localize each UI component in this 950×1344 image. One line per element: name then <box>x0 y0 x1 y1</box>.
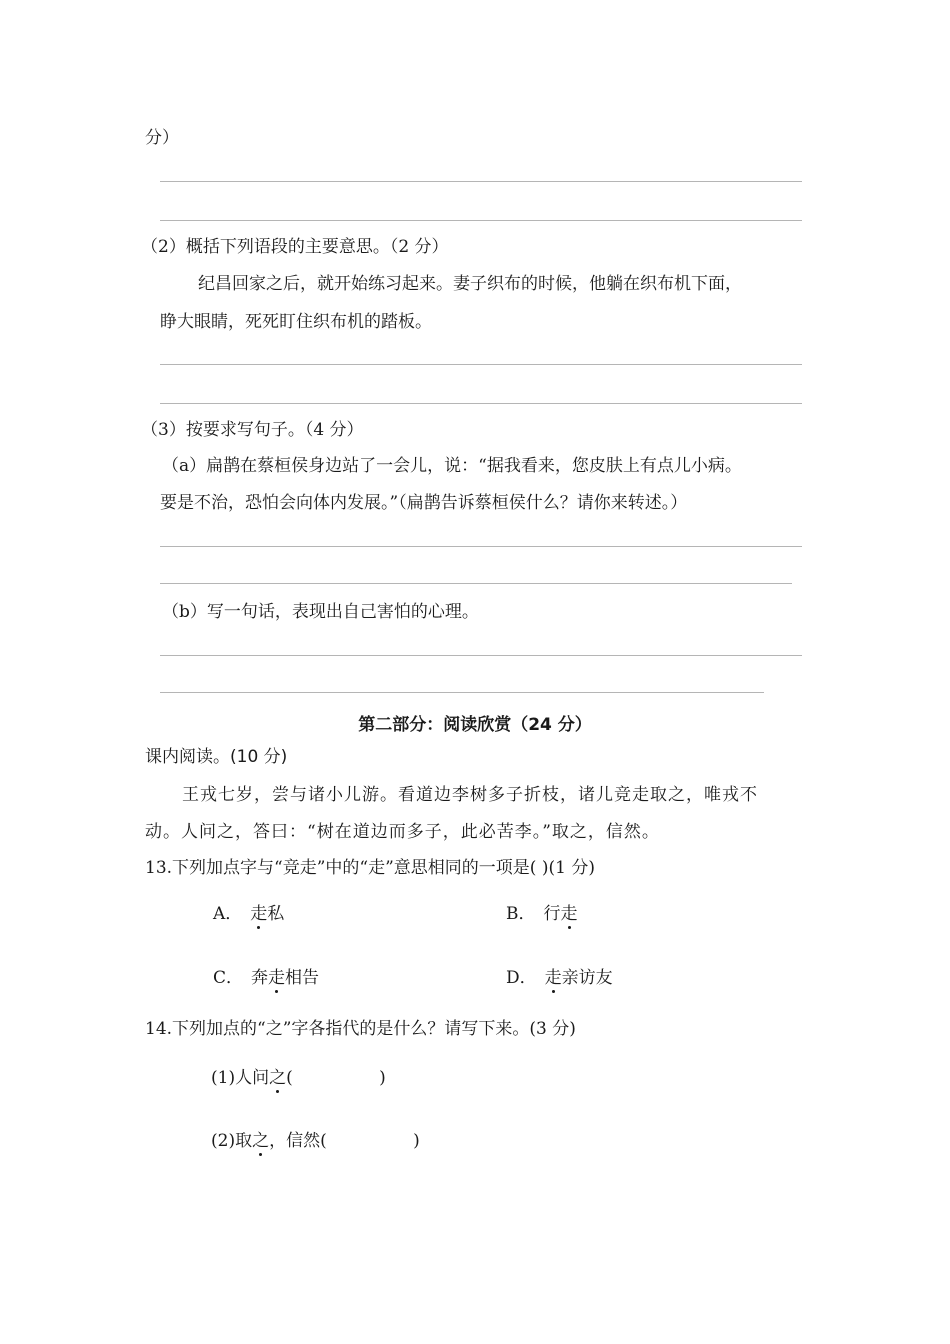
reading-label: 课内阅读。(10 分) <box>145 747 288 767</box>
emphasis-dot-char: 走 <box>560 904 578 924</box>
q3-prompt: （3）按要求写句子。（4 分） <box>141 420 364 440</box>
answer-line[interactable] <box>160 403 802 404</box>
answer-line[interactable] <box>160 220 802 221</box>
q13-option-b: B． 行走 <box>506 904 578 924</box>
q2-passage-line: 睁大眼睛，死死盯住织布机的踏板。 <box>160 312 432 332</box>
answer-line[interactable] <box>160 583 792 584</box>
q3a-line: 要是不治，恐怕会向体内发展。”（扁鹊告诉蔡桓侯什么？请你来转述。） <box>160 493 688 513</box>
answer-line[interactable] <box>160 546 802 547</box>
answer-line[interactable] <box>160 181 802 182</box>
emphasis-dot-char: 之 <box>269 1068 287 1088</box>
emphasis-dot-char: 之 <box>252 1131 270 1151</box>
q13-option-c: C． 奔走相告 <box>213 968 320 988</box>
q3a-line: （a）扁鹊在蔡桓侯身边站了一会儿，说：“据我看来，您皮肤上有点儿小病。 <box>162 456 742 476</box>
q14-item-1: (1)人问之( ) <box>211 1068 386 1088</box>
passage-line: 动。人问之，答曰：“树在道边而多子，此必苦李。”取之，信然。 <box>145 822 660 842</box>
q13-option-a: A． 走私 <box>213 904 285 924</box>
q2-passage-line: 纪昌回家之后，就开始练习起来。妻子织布的时候，他躺在织布机下面， <box>198 274 742 294</box>
q14-prompt: 14.下列加点的“之”字各指代的是什么？请写下来。(3 分) <box>145 1019 576 1039</box>
q13-option-d: D． 走亲访友 <box>506 968 613 988</box>
q1-tail: 分） <box>145 128 179 148</box>
answer-line[interactable] <box>160 692 764 693</box>
passage-line: 王戎七岁，尝与诸小儿游。看道边李树多子折枝，诸儿竞走取之，唯戎不 <box>182 785 758 805</box>
answer-line[interactable] <box>160 364 802 365</box>
answer-line[interactable] <box>160 655 802 656</box>
q3b-line: （b）写一句话，表现出自己害怕的心理。 <box>162 602 479 622</box>
q13-prompt: 13.下列加点字与“竞走”中的“走”意思相同的一项是( )(1 分) <box>145 858 595 878</box>
q2-prompt: （2）概括下列语段的主要意思。（2 分） <box>141 237 449 257</box>
section-title: 第二部分：阅读欣赏（24 分） <box>358 715 592 735</box>
answer-blank[interactable]: ，信然( ) <box>269 1131 420 1151</box>
q14-item-2: (2)取之，信然( ) <box>211 1131 420 1151</box>
answer-blank[interactable]: ( ) <box>286 1068 386 1088</box>
emphasis-dot-char: 走 <box>544 968 562 988</box>
emphasis-dot-char: 走 <box>250 904 268 924</box>
emphasis-dot-char: 走 <box>268 968 286 988</box>
